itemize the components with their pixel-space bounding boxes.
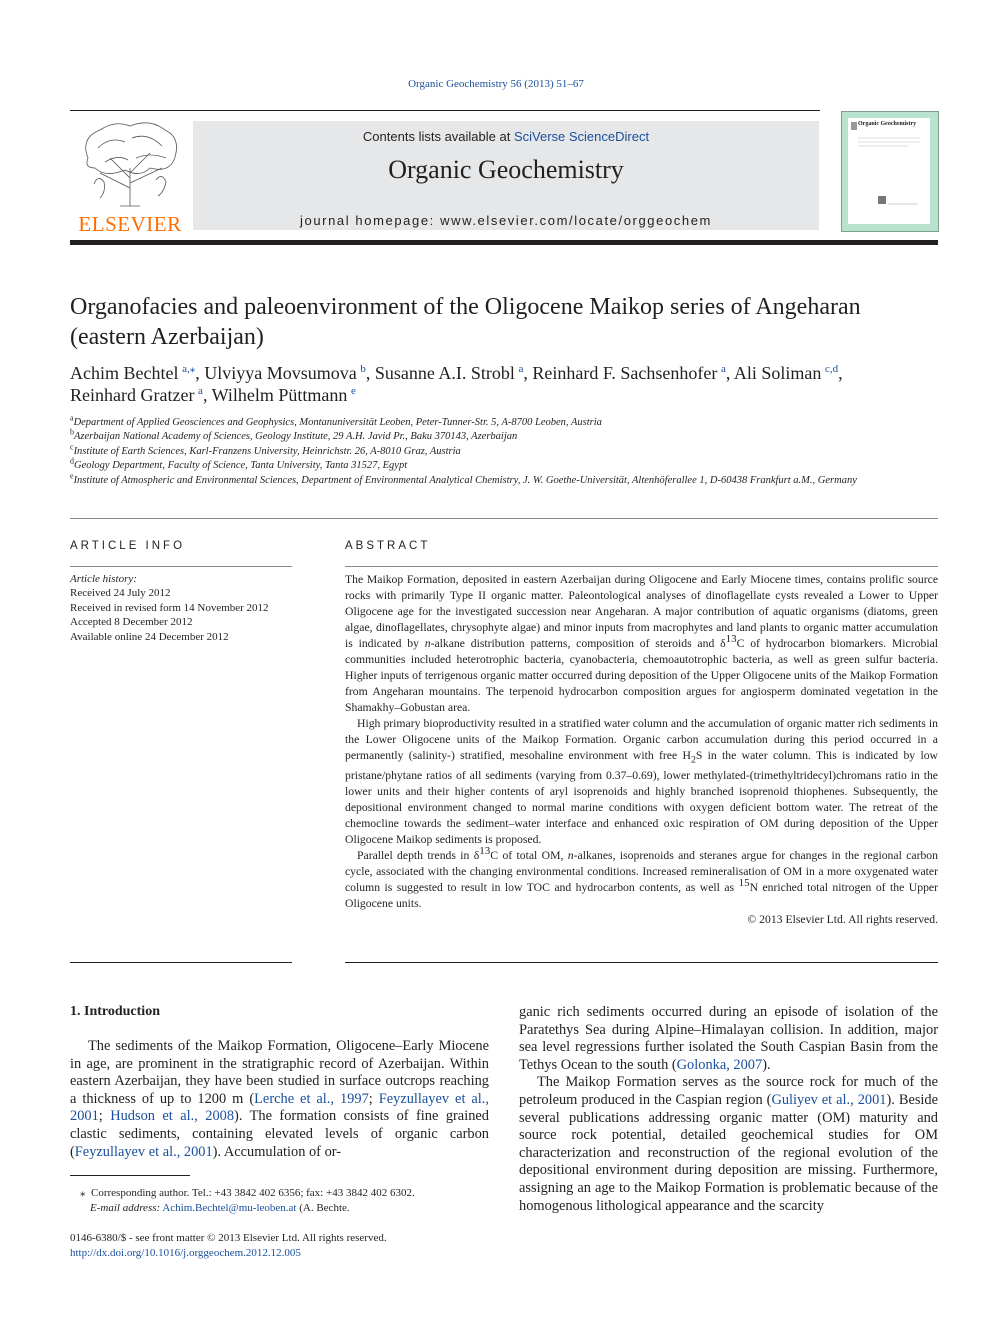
journal-homepage[interactable]: journal homepage: www.elsevier.com/locate/orggeochem [300,213,712,228]
journal-banner [193,121,819,230]
history-label: Article history: [70,573,137,585]
text-run: ; [98,1108,111,1125]
text-run: ). Accumulation of or- [212,1143,342,1160]
text-run: The Maikop Formation serves as the source rock for much of the petroleum produced in the Caspian region ( [519,1074,938,1108]
intro-column-right [519,1004,938,1215]
intro-paragraph-2 [519,1074,938,1215]
citation-link[interactable]: Hudson et al., 2008 [110,1108,235,1125]
affiliation-text: Department of Applied Geosciences and Geophysics, Montanuniversität Leoben, Peter-Tunner-Str. 5, A-8700 Leoben, Austria [73,417,602,428]
affiliation-key: c [70,442,74,452]
email-suffix: (A. Bechte. [296,1202,350,1214]
author-name: Wilhelm Püttmann [211,385,348,405]
contents-prefix: Contents lists available at [362,129,514,144]
affiliation-item [70,456,938,473]
affiliation-text: Azerbaijan National Academy of Sciences, Geology Institute, 29 A.H. Javid Pr., Baku 370143, Azerbaijan [74,431,518,443]
author-affiliation-marker[interactable]: b [360,363,366,375]
sciencedirect-link[interactable]: SciVerse ScienceDirect [513,129,650,144]
cover-page [848,118,930,224]
history-revised: Received in revised form 14 November 2012 [70,601,269,614]
abstract-heading: ABSTRACT [345,540,431,552]
text-run: The sediments of the Maikop Formation, Oligocene–Early Miocene in age, are prominent in the stratigraphic record of Azerbaijan. Within eastern Azerbaijan, they have been studied in surface outcrops reaching a thickness of up to 1200 m ( [70,1038,489,1107]
text-run: ganic rich sediments occurred during an episode of isolation of the Paratethys Sea during Alpine–Himalayan collision. In addition, major sea level regressions further isolated the South Caspian Basin from the Tethys Ocean to the south ( [519,1004,938,1073]
author-separator: , [365,363,375,383]
author-name: Susanne A.I. Strobl [374,363,515,383]
footnote-rule [70,1175,190,1176]
citation-link[interactable]: Feyzullayev et al., 2001 [70,1090,490,1125]
abstract-rule [345,566,938,567]
citation-link[interactable]: Lerche et al., 1997 [254,1090,369,1107]
corresponding-author-footnote [70,1186,489,1216]
affiliation-text: Institute of Earth Sciences, Karl-Franzens University, Heinrichstr. 26, A-8010 Graz, Austria [73,445,461,457]
elsevier-logo [70,118,190,234]
author-affiliation-marker[interactable]: a [720,363,726,375]
affiliation-key: b [70,427,74,437]
affiliation-list [70,413,938,488]
email-label: E-mail address: [90,1202,161,1214]
abstract-bottom-rule [345,962,938,963]
history-accepted: Accepted 8 December 2012 [70,616,193,629]
journal-name: Organic Geochemistry [388,155,624,184]
affiliation-text: Institute of Atmospheric and Environmental Sciences, Department of Environmental Analytical Chemistry, J. W. Goethe-Universität, Altenhöferallee 1, D-60438 Frankfurt a.M., Germany [73,474,857,486]
citation-link[interactable]: Feyzullayev et al., 2001 [74,1143,213,1160]
affiliation-key: a [70,413,74,423]
affiliation-key: e [70,471,74,481]
article-info-rule [70,566,292,567]
author-affiliation-marker[interactable]: a,⁎ [182,363,196,375]
author-affiliation-marker[interactable]: a [518,363,524,375]
history-online: Available online 24 December 2012 [70,630,229,643]
author-separator: , [202,385,212,405]
history-received: Received 24 July 2012 [70,587,171,600]
article-info-heading: ARTICLE INFO [70,540,186,552]
citation-link[interactable]: Guliyev et al., 2001 [771,1091,887,1108]
text-run: ). [762,1056,771,1073]
citation-link[interactable]: Golonka, 2007 [676,1056,763,1073]
abstract-paragraph-3: Parallel depth trends in $\delta^{13}C$ of total OM, n-alkanes, isoprenoids and steranes argue for changes in the regional carbon cycle, associated with the changing environmental conditions. Increased remineralisation of OM in a more oxygenated water column is suggested to result in low TOC and hydrocarbon contents, as well as $^{15}$N enriched total nitrogen of the Upper Oligocene units. [345,845,938,911]
text-run: ; [368,1090,379,1107]
introduction-heading: 1. Introduction [70,1004,160,1019]
issn-line: 0146-6380/$ - see front matter © 2013 Elsevier Ltd. All rights reserved. [70,1232,387,1244]
abstract-paragraph-2: High primary bioproductivity resulted in a stratified water column and the accumulation of organic matter rich sediments in the Lower Oligocene units of the Maikop Formation. Organic carbon accumulation during this period occurred in a permanently (salinity-) stratified, mesohaline environment with free $H_2S$ in the water column. This is indicated by low pristane/phytane ratios of all sediments (varying from 0.37–0.69), lower methylated-(trimethyltridecyl)chromans ratio in the lower units and their higher contents of aryl isoprenoids and highly branched isoprenoid thiophenes. Subsequently, the depositional environment changed to normal marine conditions with oxygen deficient bottom water. The retreat of the chemocline towards the sediment–water interface and enhanced oxic respiration of OM during deposition of the Upper Oligocene Maikop sediments is proposed. [345,717,938,847]
cover-decoration-icon [848,118,930,224]
author-affiliation-marker[interactable]: a [198,385,203,397]
affiliation-item [70,427,938,444]
affiliation-item [70,413,938,430]
text-run: ). The formation consists of fine grained clastic sediments, containing elevated levels of organic carbon ( [70,1108,489,1160]
affiliation-key: d [70,456,74,466]
email-link[interactable]: Achim.Bechtel@mu-leoben.at [162,1202,297,1214]
author-separator: , [725,363,734,383]
article-info-bottom-rule [70,962,292,963]
abstract-body [345,572,938,928]
author-separator: , [838,363,843,383]
text-run: ). Beside several publications addressing organic matter (OM) maturity and source rock potential, detailed geochemical studies for OM characterization and reconstruction of the regional evolution of the depositional environment during deposition are missing. Furthermore, assigning an age to the Maikop Formation is problematic because of the homogenous lithological appearance and the scarcity [519,1091,939,1214]
contents-line [193,129,819,144]
author-affiliation-marker[interactable]: c,d [825,363,839,375]
intro-paragraph-1 [70,1038,489,1161]
article-title: Organofacies and paleoenvironment of the Oligocene Maikop series of Angeharan (eastern Azerbaijan) [70,294,861,350]
author-name: Ali Soliman [733,363,822,383]
author-name: Reinhard Gratzer [70,385,195,405]
intro-paragraph-1-cont [519,1004,938,1074]
affiliation-item [70,471,938,488]
affiliation-text: Geology Department, Faculty of Science, Tanta University, Tanta 31527, Egypt [74,460,408,472]
author-affiliation-marker[interactable]: e [351,385,356,397]
journal-cover-thumbnail [841,111,939,232]
journal-citation[interactable]: Organic Geochemistry 56 (2013) 51–67 [408,78,584,90]
author-name: Achim Bechtel [70,363,179,383]
intro-column-left [70,1038,489,1161]
section-rule [70,518,938,519]
abstract-paragraph-1: The Maikop Formation, deposited in eastern Azerbaijan during Oligocene and Early Miocene times, contains prolific source rocks with primarily Type II organic matter. Paleontological analyses of dinoflagellate cysts revealed a Lower to Upper Oligocene age for the investigated succession near Angeharan. A major contribution of aquatic organisms (diatoms, green algae, dinoflagellates, chrysophyte algae) and minor inputs from macrophytes and land plants to organic matter accumulation is indicated by n-alkane distribution patterns, composition of steroids and $\delta^{13}C$ of hydrocarbon biomarkers. Microbial communities included heterotrophic bacteria, cyanobacteria, chemoautotrophic bacteria, as well as green sulfur bacteria. Higher inputs of terrigenous organic matter occurred during deposition of the Upper Oligocene units of the Maikop Formation from Angeharan mountains. The terpenoid hydrocarbon composition argues for angiosperm dominated vegetation in the Shamakhy–Gobustan area. [345,573,938,714]
elsevier-wordmark: ELSEVIER [78,212,182,236]
page-footer [70,1231,489,1261]
header-thick-rule [70,240,938,245]
header-rule [70,110,820,111]
affiliation-item [70,442,938,459]
article-history [70,572,300,644]
author-list [70,362,940,406]
author-separator: , [523,363,533,383]
elsevier-tree-icon [70,118,190,210]
author-name: Reinhard F. Sachsenhofer [532,363,718,383]
footnote-marker: ⁎ [80,1187,86,1199]
doi-link[interactable]: http://dx.doi.org/10.1016/j.orggeochem.2012.12.005 [70,1247,301,1259]
footnote-contact: Corresponding author. Tel.: +43 3842 402 6356; fax: +43 3842 402 6302. [91,1187,415,1199]
author-name: Ulviyya Movsumova [204,363,357,383]
author-separator: , [195,363,205,383]
copyright-notice: © 2013 Elsevier Ltd. All rights reserved. [747,913,938,927]
cover-title: Organic Geochemistry [858,121,917,127]
